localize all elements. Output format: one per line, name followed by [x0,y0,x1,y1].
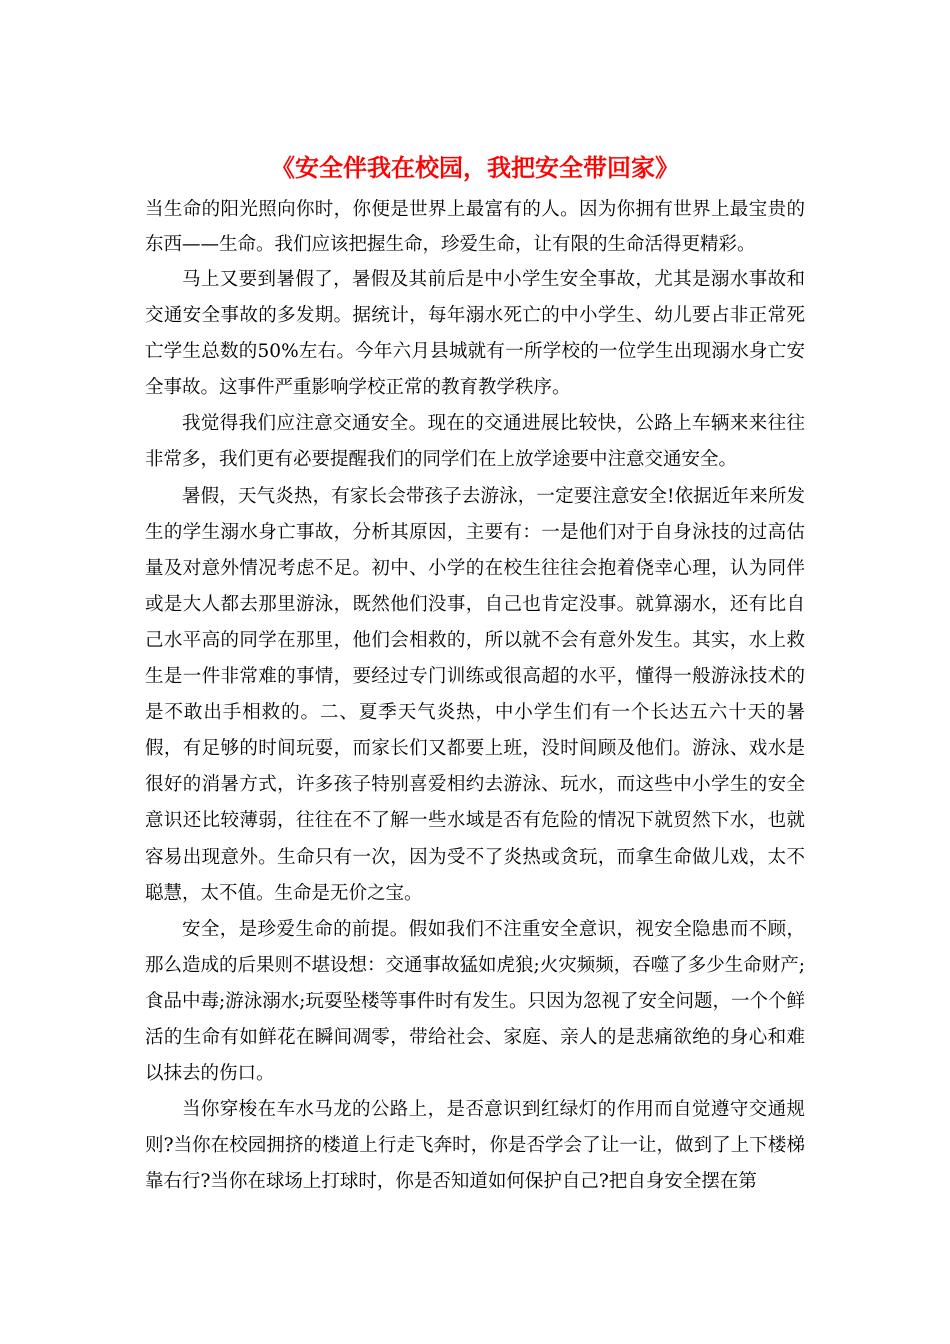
paragraph-questions: 当你穿梭在车水马龙的公路上，是否意识到红绿灯的作用而自觉遵守交通规则?当你在校园拥挤的楼道上行走飞奔时，你是否学会了让一让，做到了上下楼梯靠右行?当你在球场上打球时，你是否知道如何保护自己?把自身安全摆在第 [145,1099,805,1193]
paragraph-safety-premise: 安全，是珍爱生命的前提。假如我们不注重安全意识，视安全隐患而不顾，那么造成的后果则不堪设想：交通事故猛如虎狼;火灾频频，吞噬了多少生命财产;食品中毒;游泳溺水;玩耍坠楼等事件时有发生。只因为忽视了安全问题，一个个鲜活的生命有如鲜花在瞬间凋零，带给社会、家庭、亲人的是悲痛欲绝的身心和难以抹去的伤口。 [145,918,805,1085]
paragraph-traffic-safety: 我觉得我们应注意交通安全。现在的交通进展比较快，公路上车辆来来往往非常多，我们更有必要提醒我们的同学们在上放学途要中注意交通安全。 [145,413,805,471]
document-body [145,192,805,1200]
paragraph-summer-safety: 马上又要到暑假了，暑假及其前后是中小学生安全事故，尤其是溺水事故和交通安全事故的多发期。据统计，每年溺水死亡的中小学生、幼儿要占非正常死亡学生总数的50%左右。今年六月县城就有一所学校的一位学生出现溺水身亡安全事故。这事件严重影响学校正常的教育教学秩序。 [145,269,805,399]
paragraph-intro: 当生命的阳光照向你时，你便是世界上最富有的人。因为你拥有世界上最宝贵的东西——生命。我们应该把握生命，珍爱生命，让有限的生命活得更精彩。 [145,199,805,255]
paragraph-swimming-safety: 暑假，天气炎热，有家长会带孩子去游泳，一定要注意安全!依据近年来所发生的学生溺水身亡事故，分析其原因，主要有：一是他们对于自身泳技的过高估量及对意外情况考虑不足。初中、小学的在校生往往会抱着侥幸心理，认为同伴或是大人都去那里游泳，既然他们没事，自己也肯定没事。就算溺水，还有比自己水平高的同学在那里，他们会相救的，所以就不会有意外发生。其实，水上救生是一件非常难的事情，要经过专门训练或很高超的水平，懂得一般游泳技术的是不敢出手相救的。二、夏季天气炎热，中小学生们有一个长达五六十天的暑假，有足够的时间玩耍，而家长们又都要上班，没时间顾及他们。游泳、戏水是很好的消暑方式，许多孩子特别喜爱相约去游泳、玩水，而这些中小学生的安全意识还比较薄弱，往往在不了解一些水域是否有危险的情况下就贸然下水，也就容易出现意外。生命只有一次，因为受不了炎热或贪玩，而拿生命做儿戏，太不聪慧，太不值。生命是无价之宝。 [145,485,805,904]
document-title: 《安全伴我在校园，我把安全带回家》 [271,153,679,182]
